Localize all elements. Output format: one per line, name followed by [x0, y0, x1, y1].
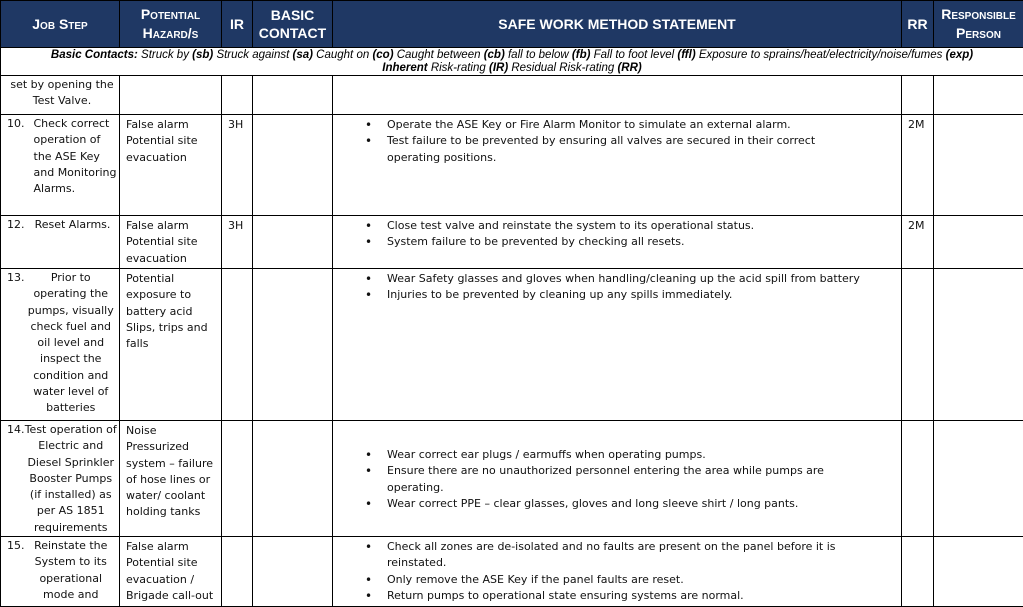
- hazards-cell: [120, 421, 222, 537]
- basic-contact-cell: [253, 421, 333, 537]
- rr-cell: [902, 421, 934, 537]
- swms-item: • Wear correct ear plugs / earmuffs when operating pumps.: [387, 447, 871, 463]
- header-job-step: Job Step: [1, 1, 120, 48]
- table-row: [1, 115, 1023, 216]
- basic-contact-value: [253, 76, 332, 78]
- basic-contact-value: [253, 421, 332, 423]
- hazards-cell: [120, 216, 222, 269]
- swms-cell: [333, 115, 902, 216]
- rr-cell: [902, 115, 934, 216]
- swms-item: • Close test valve and reinstate the system to its operational status.: [387, 218, 871, 234]
- swms-item: • Return pumps to operational state ensuring systems are normal.: [387, 588, 871, 604]
- step-text: Reset Alarms.: [28, 217, 117, 233]
- swms-item: • Operate the ASE Key or Fire Alarm Monitor to simulate an external alarm.: [387, 117, 871, 133]
- step-text: Check correct operation of the ASE Key and Monitoring Alarms.: [32, 116, 118, 197]
- hazards-cell: [120, 269, 222, 421]
- hazards-text: False alarm Potential site evacuation: [120, 216, 221, 267]
- swms-list: [333, 271, 871, 304]
- header-row: [1, 1, 1023, 48]
- swms-list: [333, 218, 871, 251]
- rr-cell: [902, 269, 934, 421]
- responsible-person-value: [934, 537, 1023, 539]
- swms-cell: [333, 421, 902, 537]
- rr-cell: [902, 76, 934, 115]
- basic-contact-cell: [253, 76, 333, 115]
- swms-list: [333, 117, 871, 166]
- basic-contact-cell: [253, 216, 333, 269]
- swms-item: • Wear Safety glasses and gloves when handling/cleaning up the acid spill from battery: [387, 271, 871, 287]
- responsible-person-cell: [934, 115, 1023, 216]
- rr-value: [902, 537, 933, 539]
- responsible-person-cell: [934, 537, 1023, 607]
- ir-cell: [222, 115, 253, 216]
- swms-item: • System failure to be prevented by checking all resets.: [387, 234, 871, 250]
- ir-value: [222, 269, 252, 271]
- basic-contact-cell: [253, 269, 333, 421]
- responsible-person-cell: [934, 216, 1023, 269]
- job-step-cell: [1, 216, 120, 269]
- step-number: 12.: [7, 217, 28, 233]
- job-step-cell: [1, 537, 120, 607]
- responsible-person-cell: [934, 421, 1023, 537]
- hazards-cell: [120, 115, 222, 216]
- hazards-cell: [120, 537, 222, 607]
- table-row: [1, 76, 1023, 115]
- ir-cell: [222, 269, 253, 421]
- job-step-cell: [1, 115, 120, 216]
- rr-value: [902, 76, 933, 78]
- basic-contact-cell: [253, 537, 333, 607]
- header-ir: IR: [222, 1, 253, 48]
- rr-value: [902, 269, 933, 271]
- step-number: 14.: [7, 422, 25, 536]
- header-rr: RR: [902, 1, 934, 48]
- ir-value: [222, 421, 252, 423]
- ir-value: 3H: [222, 115, 252, 133]
- contacts-legend: [1, 48, 1023, 76]
- swms-item: • Injuries to be prevented by cleaning up any spills immediately.: [387, 287, 871, 303]
- header-basic-contact: BASIC CONTACT: [253, 1, 333, 48]
- rr-cell: [902, 537, 934, 607]
- ir-cell: [222, 421, 253, 537]
- ir-value: [222, 537, 252, 539]
- swms-list: [333, 447, 871, 512]
- swms-item: • Wear correct PPE – clear glasses, gloves and long sleeve shirt / long pants.: [387, 496, 871, 512]
- header-potential-hazards: Potential Hazard/s: [120, 1, 222, 48]
- swms-cell: [333, 76, 902, 115]
- basic-contact-value: [253, 216, 332, 218]
- ir-value: [222, 76, 252, 78]
- basic-contact-cell: [253, 115, 333, 216]
- ir-cell: [222, 76, 253, 115]
- step-text: set by opening the Test Valve.: [7, 77, 117, 110]
- table-row: [1, 269, 1023, 421]
- step-text: Reinstate the System to its operational mode and: [25, 538, 118, 603]
- swms-list: [333, 539, 871, 604]
- step-text: Prior to operating the pumps, visually check fuel and oil level and inspect the condition and water level of batteries: [25, 270, 118, 417]
- step-number: 13.: [7, 270, 25, 417]
- table-row: [1, 537, 1023, 607]
- responsible-person-value: [934, 421, 1023, 423]
- responsible-person-value: [934, 76, 1023, 78]
- ir-value: 3H: [222, 216, 252, 234]
- responsible-person-cell: [934, 269, 1023, 421]
- basic-contacts-line: Basic Contacts: Struck by (sb) Struck against (sa) Caught on (co) Caught between (cb) fall to below (fb) Fall to foot level (ffl) Exposure to sprains/heat/electricity/noise/fumes (exp): [3, 49, 1021, 62]
- hazards-text: [120, 76, 221, 78]
- header-responsible-person: Responsible Person: [934, 1, 1023, 48]
- job-step-cell: [1, 269, 120, 421]
- header-swms: SAFE WORK METHOD STATEMENT: [333, 1, 902, 48]
- job-step-cell: [1, 421, 120, 537]
- responsible-person-cell: [934, 76, 1023, 115]
- rr-value: [902, 421, 933, 423]
- swms-item: • Test failure to be prevented by ensuring all valves are secured in their correct operating positions.: [387, 133, 871, 166]
- responsible-person-value: [934, 269, 1023, 271]
- hazards-cell: [120, 76, 222, 115]
- swms-cell: [333, 537, 902, 607]
- hazards-text: False alarm Potential site evacuation / Brigade call-out: [120, 537, 221, 604]
- table-row: [1, 216, 1023, 269]
- swms-cell: [333, 216, 902, 269]
- swms-item: • Check all zones are de-isolated and no faults are present on the panel before it is reinstated.: [387, 539, 871, 572]
- swms-item: • Only remove the ASE Key if the panel faults are reset.: [387, 572, 871, 588]
- step-number: 15.: [7, 538, 25, 603]
- risk-rating-line: Inherent Risk-rating (IR) Residual Risk-rating (RR): [3, 62, 1021, 75]
- rr-value: 2M: [902, 115, 933, 133]
- step-text: Test operation of Electric and Diesel Sprinkler Booster Pumps (if installed) as per AS 1851 requirements: [25, 422, 118, 536]
- responsible-person-value: [934, 115, 1023, 117]
- contacts-legend-row: [1, 48, 1023, 76]
- ir-cell: [222, 216, 253, 269]
- basic-contact-value: [253, 269, 332, 271]
- rr-cell: [902, 216, 934, 269]
- table-row: [1, 421, 1023, 537]
- rr-value: 2M: [902, 216, 933, 234]
- hazards-text: Noise Pressurized system – failure of hose lines or water/ coolant holding tanks: [120, 421, 221, 521]
- hazards-text: False alarm Potential site evacuation: [120, 115, 221, 166]
- swms-item: • Ensure there are no unauthorized personnel entering the area while pumps are operating.: [387, 463, 871, 496]
- ir-cell: [222, 537, 253, 607]
- basic-contact-value: [253, 115, 332, 117]
- hazards-text: Potential exposure to battery acid Slips, trips and falls: [120, 269, 221, 352]
- basic-contact-value: [253, 537, 332, 539]
- job-step-cell: [1, 76, 120, 115]
- step-number: 10.: [7, 116, 32, 197]
- responsible-person-value: [934, 216, 1023, 218]
- swms-cell: [333, 269, 902, 421]
